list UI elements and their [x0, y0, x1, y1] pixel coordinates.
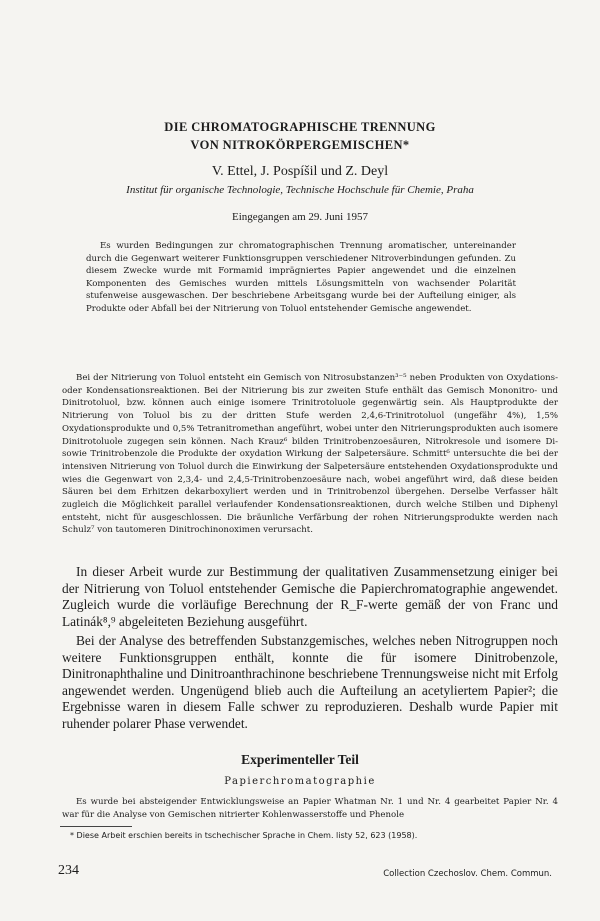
title-line-1: DIE CHROMATOGRAPHISCHE TRENNUNG	[164, 120, 436, 134]
authors: V. Ettel, J. Pospíšil und Z. Deyl	[211, 164, 389, 179]
section-title: Experimenteller Teil	[241, 752, 359, 767]
body-paragraph-1: Bei der Nitrierung von Toluol entsteht ein Gemisch von Nitrosubstanzen³⁻⁵ neben Produkten von Oxydations- oder Kondensationsreaktionen. Bei der Nitrierung bis zur zweiten Stufe enthält das Gemisch Mononitro- und Dinitrotoluol, bzw. können auch einige isomere Trinitrotoluole gegenwärtig sein. Als Hauptprodukte der Nitrierung von Toluol bis zu der dritten Stufe werden 2,4,6-Trinitrotoluol (ungefähr 4%), 1,5% Oxydationsprodukte und 0,5% Tetranitromethan angeführt, wobei unter den Nitrierungsprodukten auch isomere Dinitrotoluole zugegen sein können. Nach Krauz⁶ bilden Trinitrobenzoesäuren, Nitrokresole und isomere Di- sowie Trinitrobenzole die Produkte der oxydation Wirkung der Salpetersäure. Schmitt⁶ untersuchte die bei der intensiven Nitrierung von Toluol durch die Einwirkung der Salpetersäure entstehenden Oxydationsprodukte und wies die Gegenwart von 2,3,4- und 2,4,5-Trinitrobenzoesäure nach, wobei angeführt wird, daß diese beiden Säuren bei dem Erhitzen dekarboxyliert werden und in Trinitrobenzol übergehen. Derselbe Verfasser hält zugleich die Möglichkeit parallel verlaufender Kondensationsreaktionen, durch welche Stilben und Diphenyl entsteht, nicht für ausgeschlossen. Die bräunliche Verfärbung der rohen Nitrierungsprodukte werden nach Schulz⁷ von tautomeren Dinitrochinonoximen verursacht.	[62, 373, 558, 536]
footnote: * Diese Arbeit erschien bereits in tschechischer Sprache in Chem. listy 52, 623 (1958).	[70, 831, 418, 840]
page-number: 234	[58, 863, 79, 878]
subsection-title: Papierchromatographie	[224, 776, 376, 787]
affiliation: Institut für organische Technologie, Technische Hochschule für Chemie, Praha	[126, 184, 474, 196]
footnote-divider	[60, 826, 132, 827]
received-date: Eingegangen am 29. Juni 1957	[232, 211, 368, 223]
body-paragraph-4: Es wurde bei absteigender Entwicklungsweise an Papier Whatman Nr. 1 und Nr. 4 gearbeitet Papier Nr. 4 war für die Analyse von Gemischen nitrierter Kohlenwasserstoffe und Phenole	[62, 797, 558, 820]
article-title	[60, 118, 540, 154]
abstract: Es wurden Bedingungen zur chromatographischen Trennung aromatischer, untereinander durch die Gegenwart weiterer Funktionsgruppen verschiedener Nitroverbindungen gefunden. Zu diesem Zwecke wurde mit Formamid imprägniertes Papier angewendet und die einzelnen Komponenten des Gemisches wurden mittels Lösungsmitteln von wachsender Polarität stufenweise ausgewaschen. Der beschriebene Arbeitsgang wurde bei der Aufteilung einiger, als Produkte oder Abfall bei der Nitrierung von Toluol entstehender Gemische angewendet.	[86, 241, 516, 314]
title-line-2: VON NITROKÖRPERGEMISCHEN*	[190, 138, 410, 152]
body-paragraph-3: Bei der Analyse des betreffenden Substanzgemisches, welches neben Nitrogruppen noch weitere Funktionsgruppen enthält, konnte die für isomere Dinitrobenzole, Dinitronaphthaline und Dinitroanthrachinone beschriebene Trennungsweise nicht mit Erfolg angewendet werden. Ungenügend blieb auch die Aufteilung an acetyliertem Papier²; die Ergebnisse waren in diesem Falle schwer zu reproduzieren. Deshalb wurde Papier mit ruhender polarer Phase verwendet.	[62, 633, 558, 731]
body-paragraph-2: In dieser Arbeit wurde zur Bestimmung der qualitativen Zusammensetzung einiger bei der Nitrierung von Toluol entstehender Gemische die Papierchromatographie angewendet. Zugleich wurde die vorläufige Berechnung der R_F-werte gemäß der von Franc und Latinák⁸,⁹ abgeleiteten Beziehung ausgeführt.	[62, 564, 558, 629]
journal-name: Collection Czechoslov. Chem. Commun.	[383, 869, 552, 879]
